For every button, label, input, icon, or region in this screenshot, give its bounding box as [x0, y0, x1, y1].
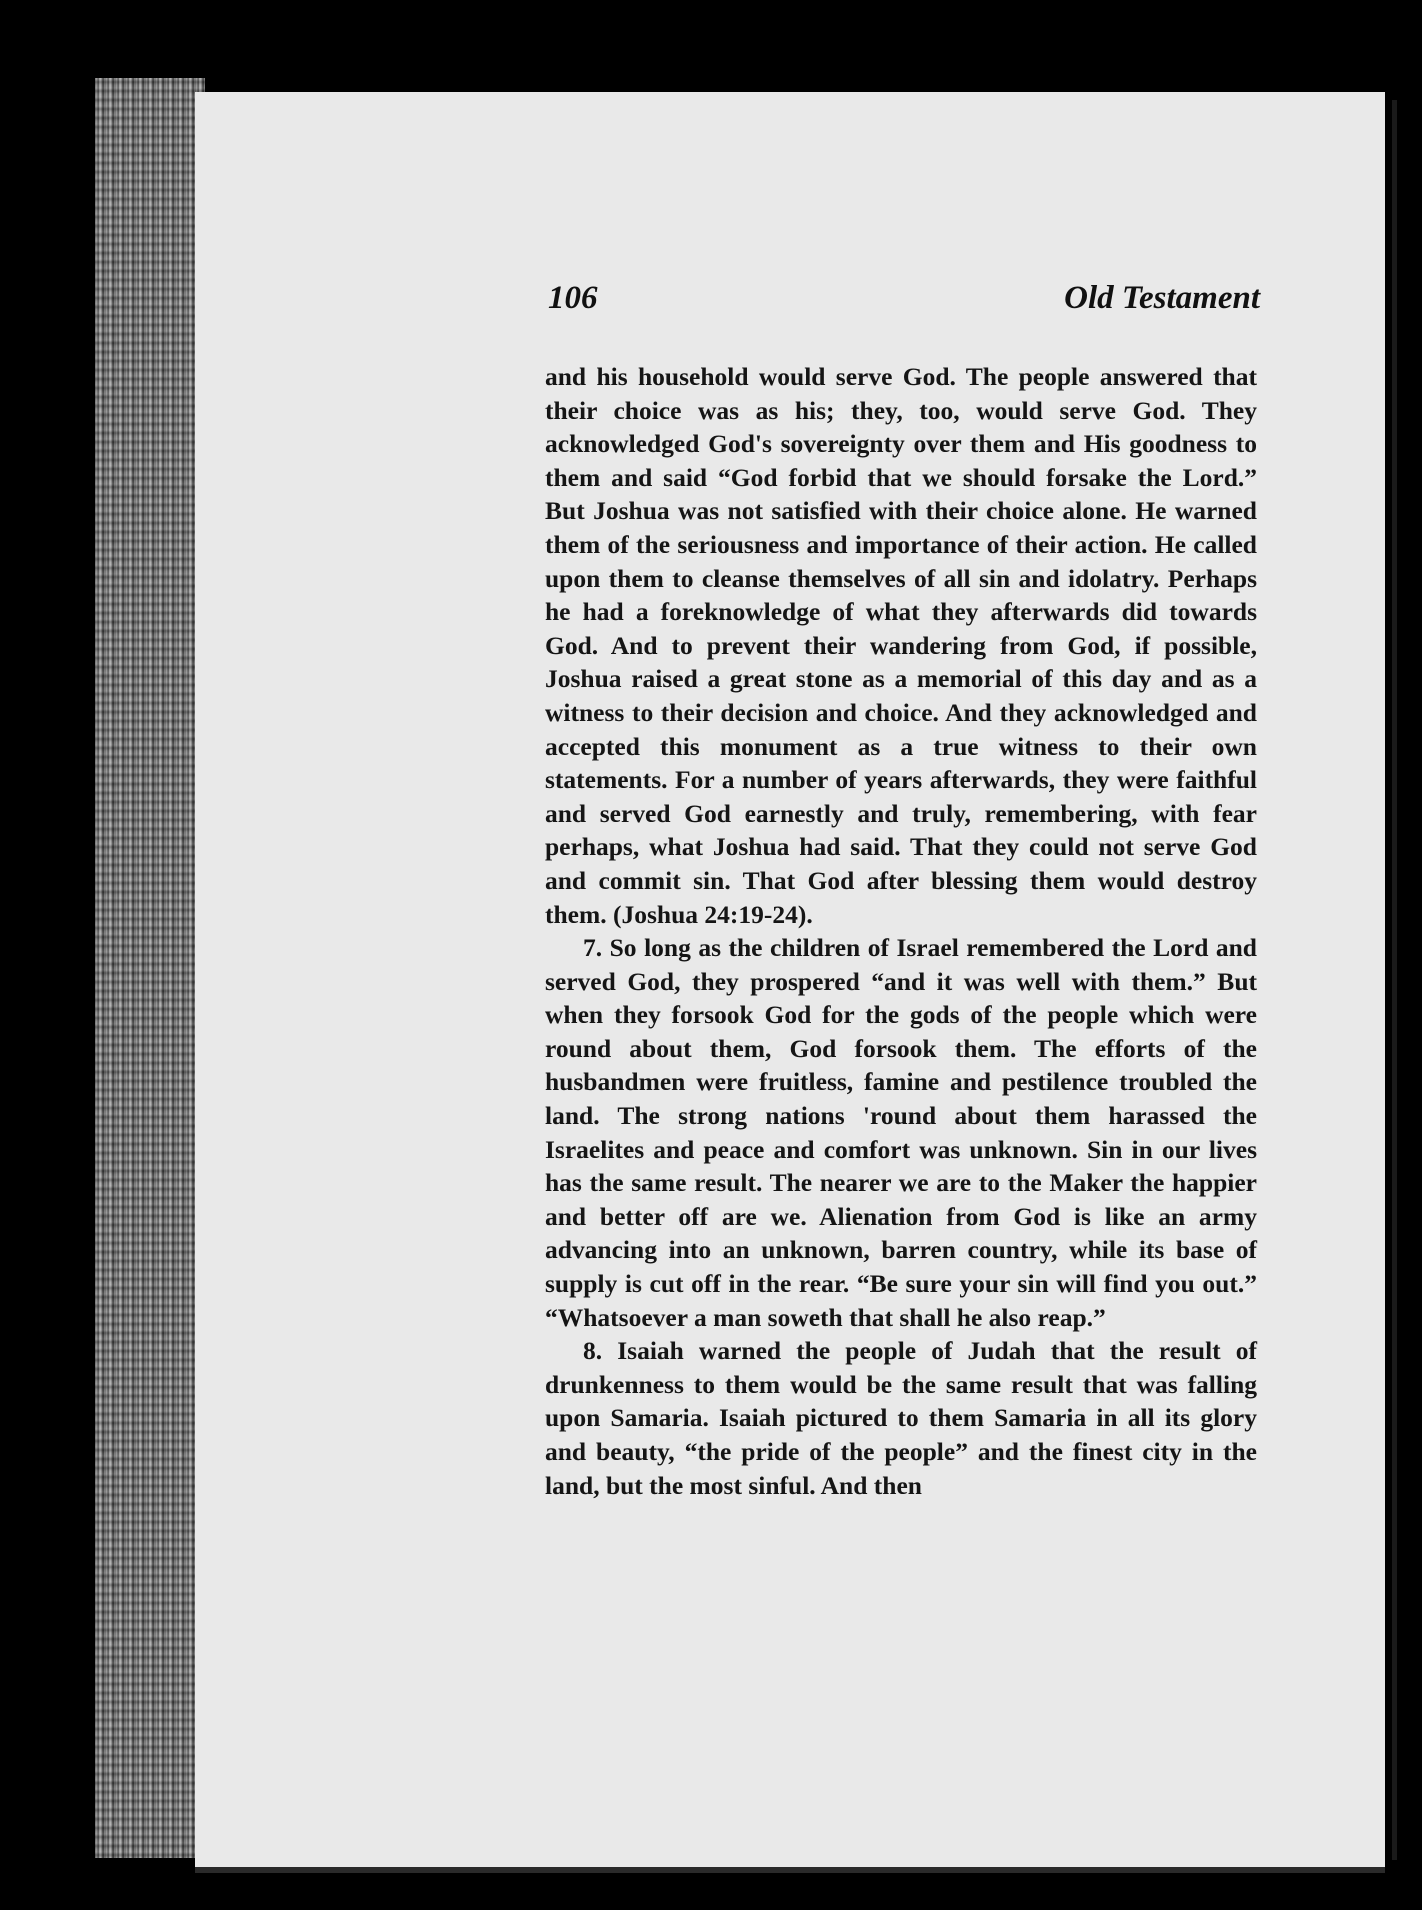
running-head — [548, 280, 1260, 330]
paragraph-7: 7. So long as the children of Israel remembered the Lord and served God, they prospered “and it was well with them.” But when they forsook God for the gods of the people which were round about them, God forsook them. The efforts of the husbandmen were fruitless, famine and pestilence troubled the land. The strong nations 'round about them harassed the Israelites and peace and comfort was unknown. Sin in our lives has the same result. The nearer we are to the Maker the happier and better off are we. Alienation from God is like an army advancing into an unknown, barren country, while its base of supply is cut off in the rear. “Be sure your sin will find you out.” “Whatsoever a man soweth that shall he also reap.” — [545, 933, 1257, 1332]
book-page-edges — [95, 78, 205, 1858]
paragraph-8: 8. Isaiah warned the people of Judah that the result of drunkenness to them would be the same result that was falling upon Samaria. Isaiah pictured to them Samaria in all its glory and beauty, “the pride of the people” and the finest city in the land, but the most sinful. And then — [545, 1336, 1257, 1500]
page-number: 106 — [548, 280, 598, 316]
running-title: Old Testament — [1064, 280, 1260, 316]
body-text — [545, 360, 1257, 1502]
paragraph-continuation: and his household would serve God. The people answered that their choice was as his; they, too, would serve God. They acknowledged God's sovereignty over them and His goodness to them and said “God forbid that we should forsake the Lord.” But Joshua was not satisfied with their choice alone. He warned them of the seriousness and importance of their action. He called upon them to cleanse themselves of all sin and idolatry. Perhaps he had a foreknowledge of what they afterwards did towards God. And to prevent their wandering from God, if possible, Joshua raised a great stone as a memorial of this day and as a witness to their decision and choice. And they acknowledged and accepted this monument as a true witness to their own statements. For a number of years afterwards, they were faithful and served God earnestly and truly, remembering, with fear perhaps, what Joshua had said. That they could not serve God and commit sin. That God after blessing them would destroy them. (Joshua 24:19-24). — [545, 362, 1257, 929]
facing-page-edge — [1392, 100, 1397, 1860]
